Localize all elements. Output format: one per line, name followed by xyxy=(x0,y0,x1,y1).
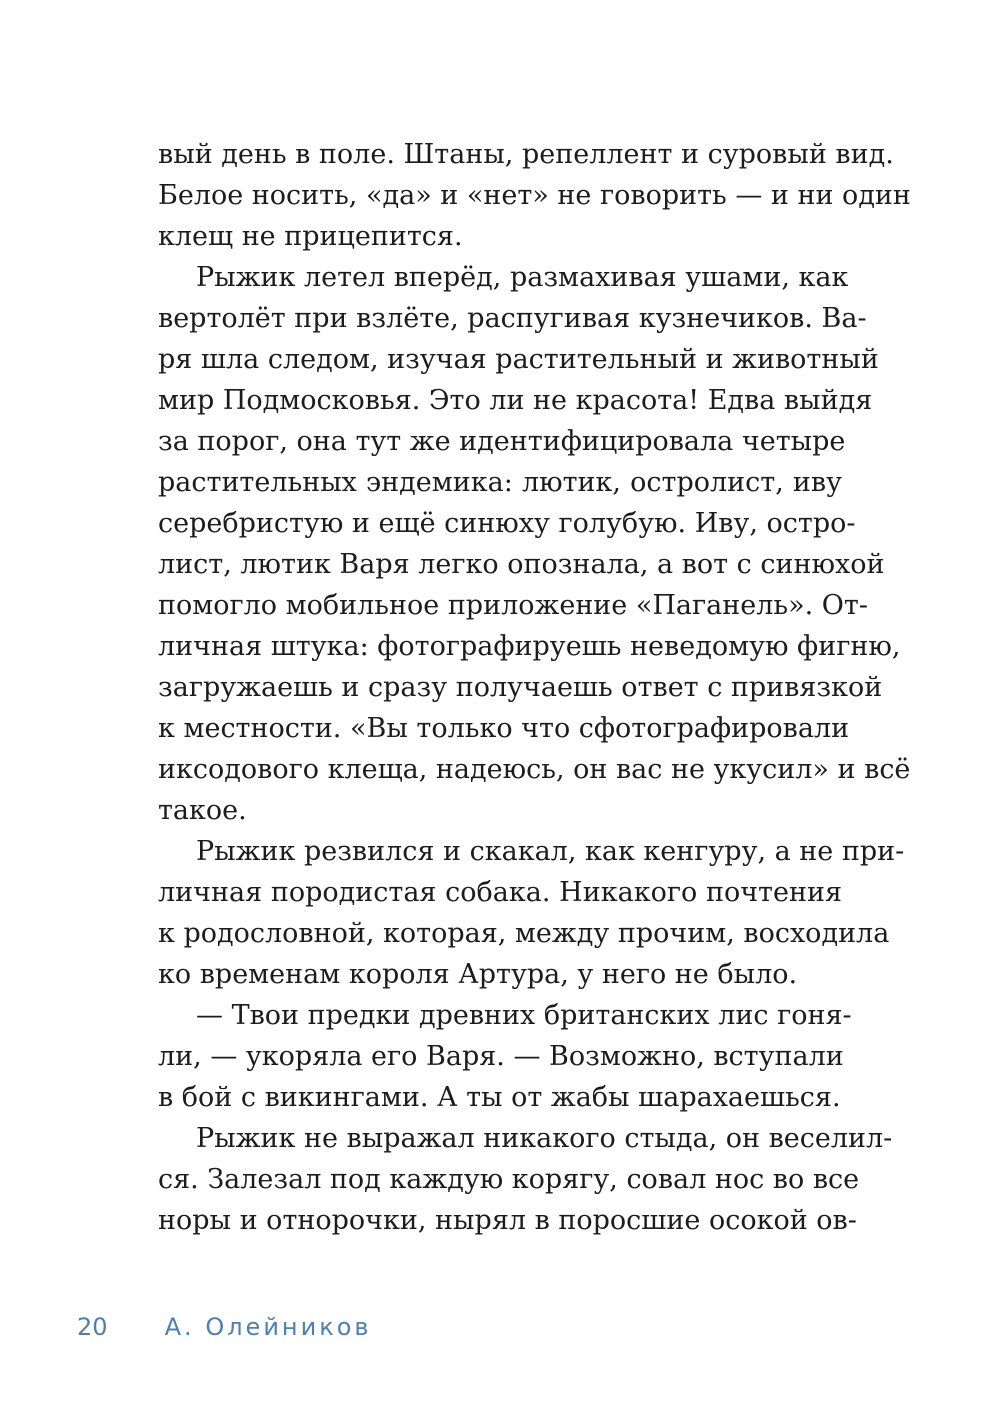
body-text xyxy=(158,134,911,1241)
paragraph xyxy=(158,134,911,257)
text-line: Рыжик летел вперёд, размахивая ушами, как xyxy=(196,262,849,293)
text-line: серебристую и ещё синюху голубую. Иву, остро- xyxy=(158,508,856,539)
text-line: Рыжик не выражал никакого стыда, он веселил- xyxy=(196,1123,893,1154)
text-line: лист, лютик Варя легко опознала, а вот с синюхой xyxy=(158,549,885,580)
text-line: помогло мобильное приложение «Паганель». От- xyxy=(158,590,868,621)
text-line: Рыжик резвился и скакал, как кенгуру, а не при- xyxy=(196,836,905,867)
text-line: — Твои предки древних британских лис гоня- xyxy=(196,1000,852,1031)
text-line: личная штука: фотографируешь неведомую фигню, xyxy=(158,631,901,662)
text-line: за порог, она тут же идентифицировала четыре xyxy=(158,426,846,457)
page-number: 20 xyxy=(77,1313,108,1341)
text-line: ко временам короля Артура, у него не было. xyxy=(158,959,798,990)
text-line: иксодового клеща, надеюсь, он вас не укусил» и всё xyxy=(158,754,911,785)
dialogue-paragraph xyxy=(158,995,852,1118)
paragraph xyxy=(158,831,905,995)
text-line: Белое носить, «да» и «нет» не говорить — и ни один xyxy=(158,180,911,211)
running-head-author: А. Олейников xyxy=(164,1313,372,1341)
text-line: вый день в поле. Штаны, репеллент и суровый вид. xyxy=(158,139,894,170)
text-line: в бой с викингами. А ты от жабы шарахаешься. xyxy=(158,1082,841,1113)
paragraph xyxy=(158,257,911,831)
text-line: личная породистая собака. Никакого почтения xyxy=(158,877,842,908)
text-line: вертолёт при взлёте, распугивая кузнечиков. Ва- xyxy=(158,303,867,334)
text-line: ли, — укоряла его Варя. — Возможно, вступали xyxy=(158,1041,844,1072)
page-footer xyxy=(77,1313,372,1341)
text-line: норы и отнорочки, нырял в поросшие осокой ов- xyxy=(158,1205,857,1236)
text-line: растительных эндемика: лютик, остролист, иву xyxy=(158,467,842,498)
text-line: клещ не прицепится. xyxy=(158,221,463,252)
text-line: ря шла следом, изучая растительный и животный xyxy=(158,344,879,375)
text-line: мир Подмосковья. Это ли не красота! Едва выйдя xyxy=(158,385,873,416)
text-line: к родословной, которая, между прочим, восходила xyxy=(158,918,890,949)
text-line: загружаешь и сразу получаешь ответ с привязкой xyxy=(158,672,883,703)
text-line: такое. xyxy=(158,795,247,826)
text-line: к местности. «Вы только что сфотографировали xyxy=(158,713,850,744)
paragraph xyxy=(158,1118,893,1241)
text-line: ся. Залезал под каждую корягу, совал нос во все xyxy=(158,1164,860,1195)
